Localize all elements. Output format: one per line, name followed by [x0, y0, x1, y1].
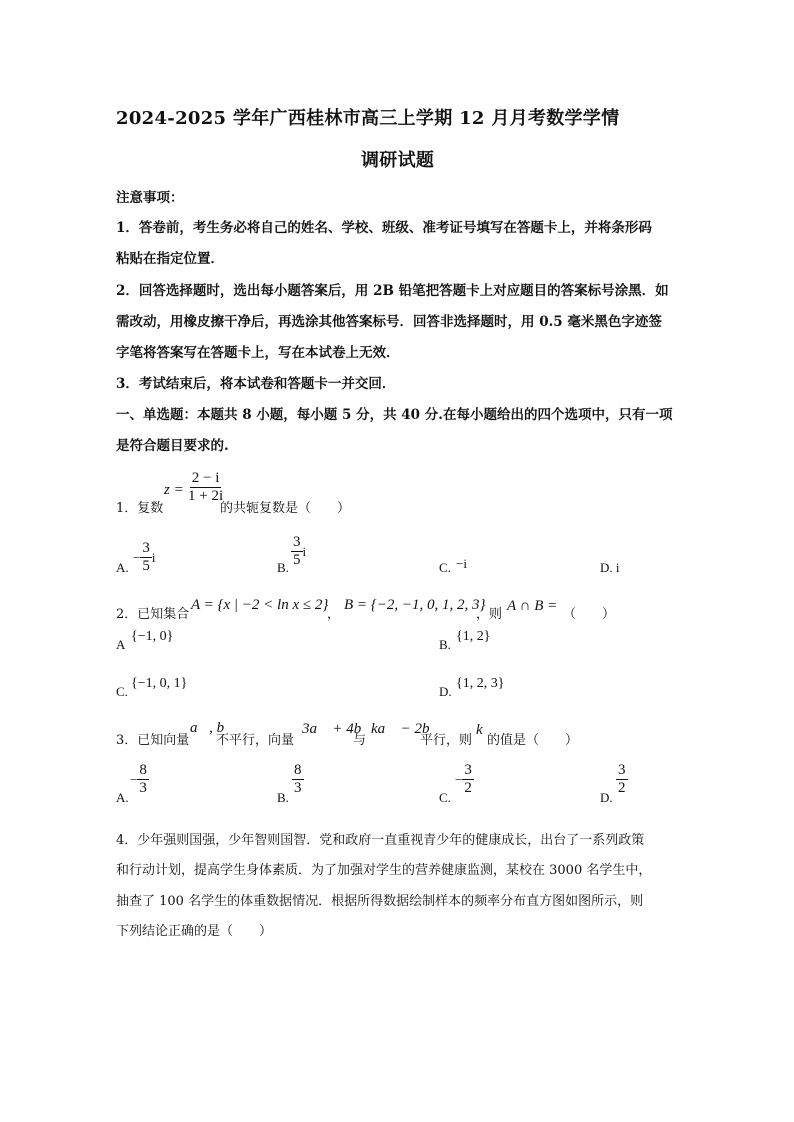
q3-vectors: a⃗, b⃗: [190, 720, 236, 736]
q4-line1: 4．少年强则国强，少年智则国智．党和政府一直重视青少年的健康成长，出台了一系列政策: [116, 833, 645, 848]
q4-line3: 抽查了 100 名学生的体重数据情况．根据所得数据绘制样本的频率分布直方图如图所示，则: [116, 894, 644, 909]
q3-option-d-num: 3: [616, 762, 628, 780]
section1-heading-line2: 是符合题目要求的.: [116, 438, 229, 454]
q2-comma: ，: [327, 607, 341, 622]
q1-option-b-i: i: [302, 543, 307, 559]
page-title-line2: 调研试题: [361, 150, 435, 171]
q1-option-a-num: 3: [140, 540, 152, 558]
q3-option-c-label: C.: [439, 790, 451, 805]
q3-k: k: [476, 722, 483, 738]
notice-heading: 注意事项：: [116, 190, 184, 206]
q1-option-a-i: i: [151, 549, 156, 565]
q3-option-d-label: D.: [600, 790, 613, 805]
q1-suffix: 的共轭复数是（ ）: [220, 501, 351, 516]
q3-option-c-den: 2: [464, 780, 472, 797]
section1-heading-line1: 一、单选题：本题共 8 小题，每小题 5 分，共 40 分.在每小题给出的四个选项中，只有一项: [116, 407, 673, 423]
notice-item2-line1: 2．回答选择题时，选出每小题答案后，用 2B 铅笔把答题卡上对应题目的答案标号涂黑．如: [116, 283, 669, 299]
q3-option-b-den: 3: [294, 780, 302, 797]
notice-item2-line3: 字笔将答案写在答题卡上，写在本试卷上无效．: [116, 345, 400, 361]
q1-option-a-label: A.: [116, 560, 129, 575]
q1-option-d: D. i: [600, 560, 620, 575]
q1-option-a-sign: −: [133, 549, 141, 565]
q4-line4: 下列结论正确的是（ ）: [116, 924, 273, 939]
q3-text1: 不平行，向量: [216, 733, 295, 748]
q1-option-a-den: 5: [142, 558, 150, 575]
q1-option-b: [291, 534, 306, 570]
q2-option-c-label: C.: [116, 684, 128, 699]
q2-paren: （ ）: [563, 607, 616, 622]
q3-option-a-sign: −: [130, 771, 138, 787]
q1-z-eq: z =: [164, 482, 184, 498]
q1-option-c-value: −i: [456, 556, 467, 571]
q1-option-a: [133, 540, 155, 576]
q3-option-d-den: 2: [618, 780, 626, 797]
q2-intersection: A ∩ B =: [507, 598, 558, 614]
q1-prefix: 1．复数: [116, 501, 164, 516]
q1-numerator: 2 − i: [190, 470, 222, 488]
q3-option-c: [455, 762, 474, 798]
q2-option-d-value: {1, 2, 3}: [456, 676, 505, 691]
q3-option-c-num: 3: [462, 762, 474, 780]
q4-line2: 和行动计划，提高学生身体素质．为了加强对学生的营养健康监测，某校在 3000 名学生中，: [116, 863, 652, 878]
notice-item1-line2: 粘贴在指定位置．: [116, 251, 224, 267]
q3-option-b-num: 8: [292, 762, 304, 780]
notice-item2-line2: 需改动，用橡皮擦干净后，再选涂其他答案标号．回答非选择题时，用 0.5 毫米黑色字迹签: [116, 314, 662, 330]
q3-text2: 与: [353, 733, 367, 748]
q3-vector-expr2: ka⃗ − 2b⃗: [371, 721, 442, 737]
q3-option-b: [292, 762, 304, 798]
q2-option-d-label: D.: [439, 684, 452, 699]
q1-denominator: 1 + 2i: [188, 488, 224, 505]
q3-suffix: 的值是（ ）: [487, 733, 579, 748]
q3-option-c-sign: −: [455, 771, 463, 787]
q1-option-b-den: 5: [293, 552, 301, 569]
q2-prefix: 2．已知集合: [116, 607, 190, 622]
q3-option-b-label: B.: [277, 790, 289, 805]
q2-option-a-value: {−1, 0}: [131, 629, 174, 644]
page-title-line1: 2024-2025 学年广西桂林市高三上学期 12 月月考数学学情: [116, 108, 620, 129]
q2-option-c-value: {−1, 0, 1}: [131, 676, 188, 691]
q2-set-a: A = {x | −2 < ln x ≤ 2}: [191, 597, 329, 613]
q1-option-c-label: C.: [439, 560, 451, 575]
q2-option-b-value: {1, 2}: [456, 629, 491, 644]
q3-option-a-label: A.: [116, 790, 129, 805]
q3-vector-expr1: 3a⃗ + 4b⃗: [302, 721, 373, 737]
q3-prefix: 3．已知向量: [116, 733, 190, 748]
q3-option-a-num: 8: [137, 762, 149, 780]
q3-option-a: [130, 762, 149, 798]
q2-option-a-label: A: [116, 637, 126, 652]
q3-option-d: [616, 762, 628, 798]
q1-option-b-label: B.: [277, 560, 289, 575]
q2-then: ，则: [476, 607, 503, 622]
notice-item3: 3．考试结束后，将本试卷和答题卡一并交回．: [116, 376, 396, 392]
q3-option-a-den: 3: [139, 780, 147, 797]
q2-option-b-label: B.: [439, 637, 451, 652]
q1-option-b-num: 3: [291, 534, 303, 552]
notice-item1-line1: 1．答卷前，考生务必将自己的姓名、学校、班级、准考证号填写在答题卡上，并将条形码: [116, 220, 652, 236]
q2-set-b: B = {−2, −1, 0, 1, 2, 3}: [344, 597, 486, 613]
q3-text3: 平行，则: [420, 733, 473, 748]
